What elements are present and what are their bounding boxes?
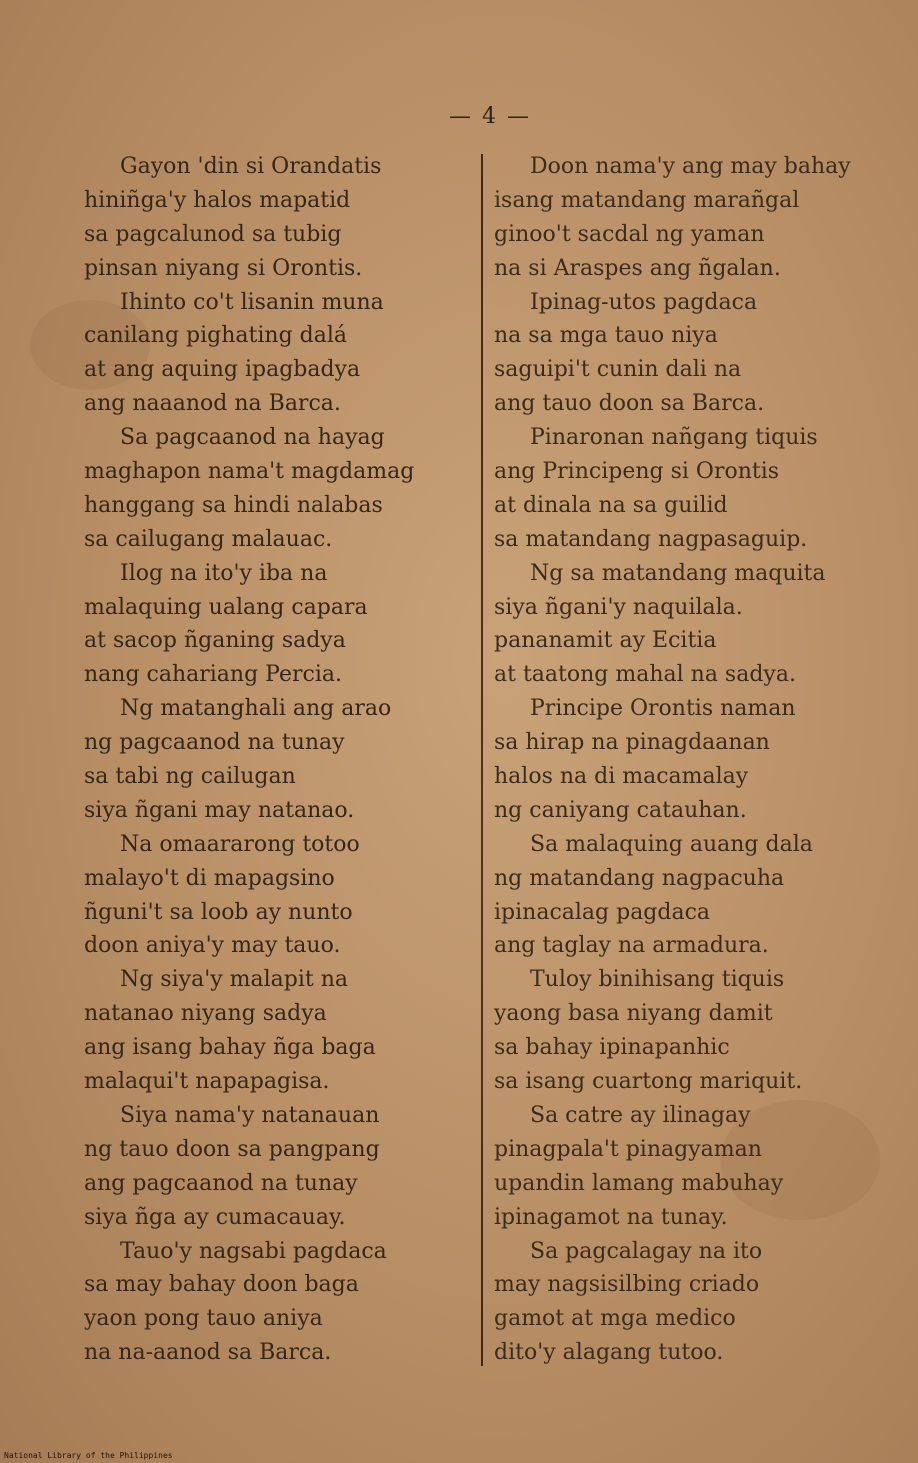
verse-line: sa hirap na pinagdaanan <box>494 730 770 756</box>
verse-line: Ilog na ito'y iba na <box>120 560 328 586</box>
verse-line: ipinagamot na tunay. <box>494 1204 728 1230</box>
verse-line: ang taglay na armadura. <box>494 933 769 959</box>
page-number: — 4 — <box>449 104 531 129</box>
verse-line: Gayon 'din si Orandatis <box>120 154 382 179</box>
verse-line: sa bahay ipinapanhic <box>494 1035 730 1061</box>
verse-line: Sa malaquing auang dala <box>530 831 813 857</box>
verse-line: natanao niyang sadya <box>84 1001 327 1027</box>
verse-line: na na-aanod sa Barca. <box>84 1340 332 1366</box>
verse-line: yaon pong tauo aniya <box>84 1306 323 1332</box>
stanza <box>84 286 454 422</box>
verse-line: malaquing ualang capara <box>84 594 368 620</box>
verse-line: pananamit ay Ecitia <box>494 628 717 654</box>
verse-line: Siya nama'y natanauan <box>120 1102 380 1128</box>
verse-line: Ng matanghali ang arao <box>120 696 392 722</box>
verse-line: gamot at mga medico <box>494 1306 736 1332</box>
stanza <box>84 421 454 557</box>
stanza <box>84 1235 454 1371</box>
verse-line: at dinala na sa guilid <box>494 492 728 518</box>
verse-line: Na omaararong totoo <box>120 831 360 857</box>
verse-line: malayo't di mapagsino <box>84 865 335 891</box>
verse-line: Ng siya'y malapit na <box>120 967 349 993</box>
verse-line: sa pagcalunod sa tubig <box>84 221 342 247</box>
verse-line: nang cahariang Percia. <box>84 662 342 688</box>
verse-line: maghapon nama't magdamag <box>84 459 415 485</box>
stanza <box>84 150 454 286</box>
verse-line: Sa catre ay ilinagay <box>530 1102 751 1128</box>
stanza <box>494 286 894 422</box>
verse-line: siya ñgani'y naquilala. <box>494 594 743 620</box>
verse-line: at sacop ñganing sadya <box>84 628 346 654</box>
verse-line: at taatong mahal na sadya. <box>494 662 796 688</box>
verse-line: Sa pagcalagay na ito <box>530 1238 763 1264</box>
verse-line: hiniñga'y halos mapatid <box>84 187 351 213</box>
stanza <box>494 963 894 1099</box>
verse-line: Doon nama'y ang may bahay <box>530 154 851 179</box>
left-poem-column <box>84 150 454 1370</box>
verse-line: ng caniyang catauhan. <box>494 797 747 823</box>
verse-line: ng pagcaanod na tunay <box>84 730 345 756</box>
verse-line: doon aniya'y may tauo. <box>84 933 341 959</box>
verse-line: siya ñgani may natanao. <box>84 797 355 823</box>
verse-line: hanggang sa hindi nalabas <box>84 492 383 518</box>
verse-line: pinagpala't pinagyaman <box>494 1136 762 1162</box>
verse-line: ginoo't sacdal ng yaman <box>494 221 765 247</box>
stanza <box>494 557 894 693</box>
stanza <box>494 692 894 828</box>
stanza <box>494 828 894 964</box>
verse-line: Sa pagcaanod na hayag <box>120 425 385 451</box>
verse-line: sa may bahay doon baga <box>84 1272 359 1298</box>
verse-line: ang naaanod na Barca. <box>84 391 341 417</box>
verse-line: ang Principeng si Orontis <box>494 459 780 485</box>
verse-line: sa isang cuartong mariquit. <box>494 1069 803 1095</box>
verse-line: Pinaronan nañgang tiquis <box>530 425 818 451</box>
verse-line: malaqui't napapagisa. <box>84 1069 330 1095</box>
verse-line: Ipinag-utos pagdaca <box>530 289 758 315</box>
verse-line: Tuloy binihisang tiquis <box>530 967 785 993</box>
verse-line: saguipi't cunin dali na <box>494 357 742 383</box>
stanza <box>494 421 894 557</box>
verse-line: Ng sa matandang maquita <box>530 560 826 586</box>
stanza <box>84 557 454 693</box>
verse-line: canilang pighating dalá <box>84 323 348 349</box>
verse-line: ipinacalag pagdaca <box>494 899 711 925</box>
verse-line: na sa mga tauo niya <box>494 323 718 349</box>
verse-line: Principe Orontis naman <box>530 696 796 722</box>
verse-line: na si Araspes ang ñgalan. <box>494 255 781 281</box>
stanza <box>84 963 454 1099</box>
verse-line: pinsan niyang si Orontis. <box>84 255 363 281</box>
verse-line: upandin lamang mabuhay <box>494 1170 784 1196</box>
verse-line: sa matandang nagpasaguip. <box>494 526 808 552</box>
right-poem-column <box>494 150 894 1370</box>
verse-line: dito'y alagang tutoo. <box>494 1340 724 1366</box>
verse-line: yaong basa niyang damit <box>494 1001 773 1027</box>
verse-line: ng matandang nagpacuha <box>494 865 785 891</box>
verse-line: sa cailugang malauac. <box>84 526 333 552</box>
verse-line: ang pagcaanod na tunay <box>84 1170 358 1196</box>
verse-line: Ihinto co't lisanin muna <box>120 289 384 315</box>
verse-line: sa tabi ng cailugan <box>84 764 296 790</box>
verse-line: ang tauo doon sa Barca. <box>494 391 765 417</box>
verse-line: at ang aquing ipagbadya <box>84 357 361 383</box>
stanza <box>84 1099 454 1235</box>
stanza <box>494 1235 894 1371</box>
stanza <box>494 1099 894 1235</box>
stanza <box>84 692 454 828</box>
verse-line: siya ñga ay cumacauay. <box>84 1204 346 1230</box>
verse-line: ang isang bahay ñga baga <box>84 1035 376 1061</box>
stanza <box>84 828 454 964</box>
verse-line: ñguni't sa loob ay nunto <box>84 899 353 925</box>
stanza <box>494 150 894 286</box>
verse-line: halos na di macamalay <box>494 764 749 790</box>
column-divider <box>481 154 483 1366</box>
verse-line: isang matandang marañgal <box>494 187 800 213</box>
library-credit: National Library of the Philippines <box>4 1451 173 1460</box>
verse-line: ng tauo doon sa pangpang <box>84 1136 380 1162</box>
verse-line: may nagsisilbing criado <box>494 1272 760 1298</box>
verse-line: Tauo'y nagsabi pagdaca <box>120 1238 387 1264</box>
